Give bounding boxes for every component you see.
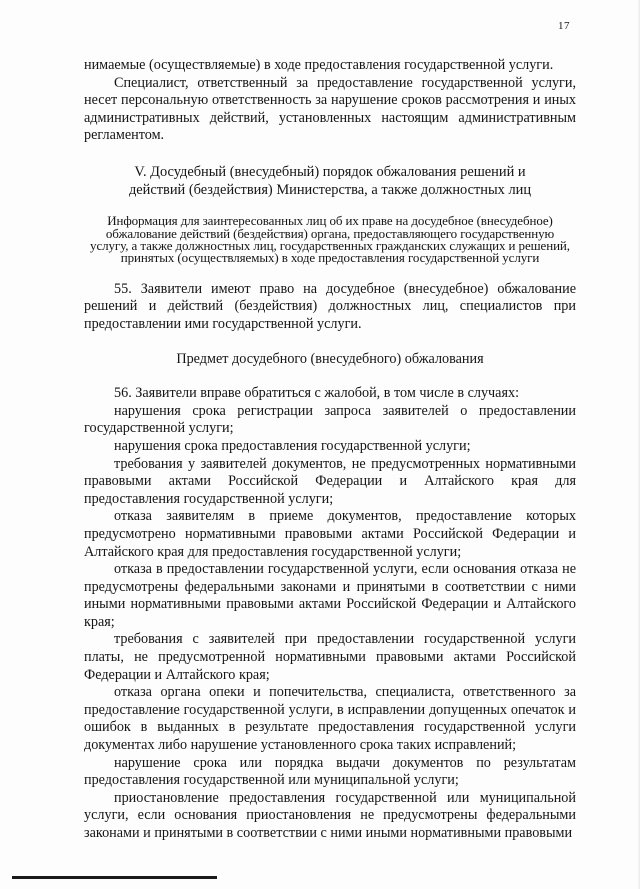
subheading: Предмет досудебного (внесудебного) обжалования xyxy=(176,350,484,367)
list-item: приостановление предоставления государственной или муниципальной услуги, если основания приостановления не предусмотрены федеральными законами и принятыми в соответствии с ними иными нормативными правовыми xyxy=(84,789,576,841)
list-item: нарушения срока регистрации запроса заявителей о предоставлении государственной услуги; xyxy=(84,402,576,437)
paragraph-responsibility: Специалист, ответственный за предоставление государственной услуги, несет персональную ответственность за нарушение сроков рассмотрения и иных административных действий, установленных настоящим административным регламентом. xyxy=(84,74,576,144)
paragraph-56: 56. Заявители вправе обратиться с жалобой, в том числе в случаях: xyxy=(114,385,520,402)
list-item: отказа заявителям в приеме документов, предоставление которых предусмотрено нормативными правовыми актами Российской Федерации и Алтайского края для предоставления государственной услуги; xyxy=(84,508,576,560)
info-block: Информация для заинтересованных лиц об их праве на досудебное (внесудебное) обжалование действий (бездействия) органа, предоставляющего государственную услугу, а также должностных лиц, государственных гражданских служащих и решений, принятых (осуществляемых) в ходе предоставления государственной услуги xyxy=(90,213,570,266)
scan-edge-line xyxy=(12,876,217,879)
list-item: требования с заявителей при предоставлении государственной услуги платы, не предусмотренной нормативными правовыми актами Российской Федерации и Алтайского края; xyxy=(84,631,576,683)
page-number: 17 xyxy=(558,20,570,32)
section-title: V. Досудебный (внесудебный) порядок обжалования решений и действий (бездействия) Министерства, а также должностных лиц xyxy=(128,163,532,198)
document-body xyxy=(84,57,576,843)
paragraph-continued: нимаемые (осуществляемые) в ходе предоставления государственной услуги. xyxy=(84,57,554,73)
list-item: отказа в предоставлении государственной услуги, если основания отказа не предусмотрены федеральными законами и принятыми в соответствии с ними иными нормативными правовыми актами Российской Федерации и Алтайского края; xyxy=(84,561,576,630)
list-item: требования у заявителей документов, не предусмотренных нормативными правовыми актами Российской Федерации и Алтайского края для предоставления государственной услуги; xyxy=(84,455,576,507)
list-item: отказа органа опеки и попечительства, специалиста, ответственного за предоставление государственной услуги, в исправлении допущенных опечаток и ошибок в выданных в результате предоставления государственной услуги документах либо нарушение установленного срока таких исправлений; xyxy=(84,684,576,754)
list-item: нарушение срока или порядка выдачи документов по результатам предоставления государственной или муниципальной услуги; xyxy=(84,754,576,789)
paragraph-55: 55. Заявители имеют право на досудебное (внесудебное) обжалование решений и действий (бездействия) должностных лиц, специалистов при предоставлении ими государственной услуги. xyxy=(84,280,576,332)
list-item: нарушения срока предоставления государственной услуги; xyxy=(114,437,471,454)
